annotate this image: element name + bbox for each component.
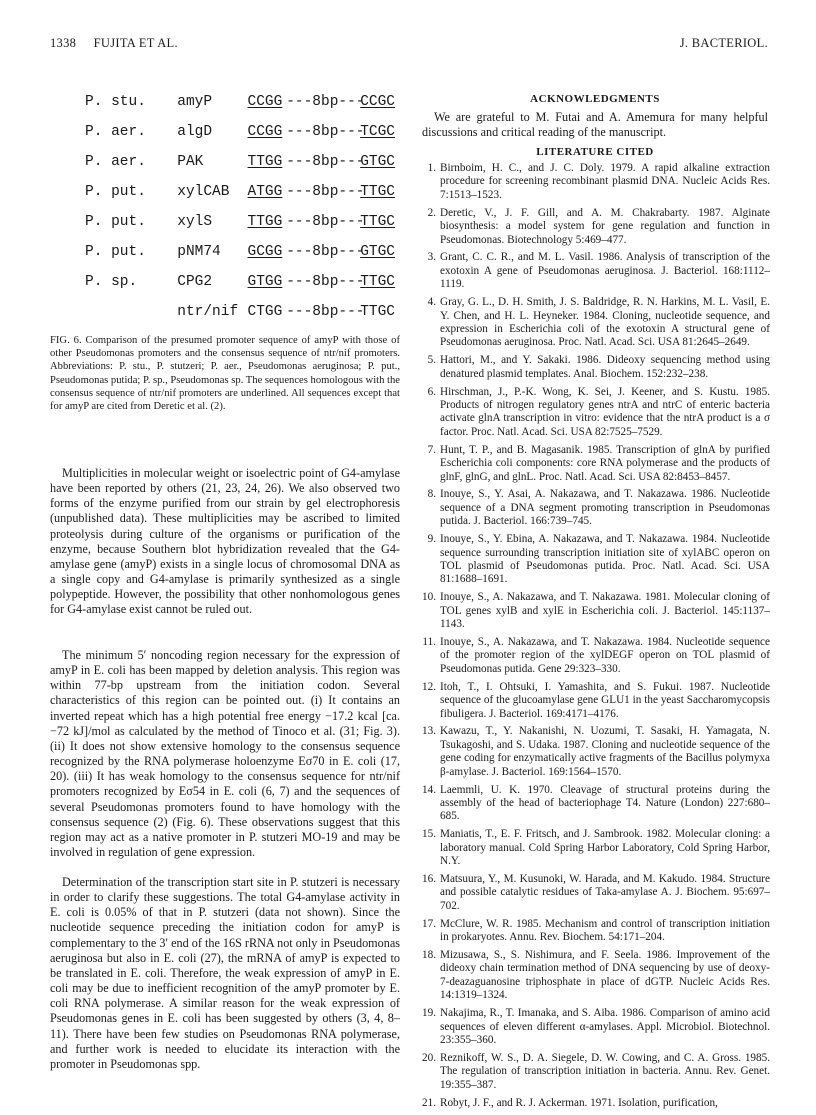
reference-number: 8.	[427, 488, 436, 501]
sequence-organism: P. put.	[85, 244, 146, 260]
body-paragraph-1: Multiplicities in molecular weight or isoelectric point of G4-amylase have been reported by others (21, 23, 24, 26). We also observed two forms of the enzyme purified from our strain by gel electrophoresis (unpublished data). These multiplicities may be ascribed to limited proteolysis during culture of the organisms or purification of the enzyme, because Southern blot hybridization revealed that the G4-amylase gene (amyP) exists in a single locus of chromosomal DNA as a single copy and G4-amylase is primarily synthesized as a single polypeptide. However, the possibility that other nonhomologous genes for G4-amylase exist cannot be ruled out.	[50, 466, 400, 617]
reference-item	[422, 354, 770, 381]
reference-number: 2.	[427, 206, 436, 219]
page-number: 1338	[50, 36, 77, 50]
sequence-left: CTGG	[247, 304, 283, 320]
sequence-organism: P. stu.	[85, 94, 146, 110]
sequence-right: GTGC	[360, 154, 395, 170]
reference-number: 14.	[422, 783, 436, 796]
reference-number: 3.	[427, 251, 436, 264]
sequence-promoter: PAK	[177, 154, 204, 170]
body-paragraph-2: The minimum 5′ noncoding region necessary for the expression of amyP in E. coli has been mapped by deletion analysis. This region was within 77-bp upstream from the initiation codon. Several characteristics of this region can be pointed out. (i) It contains an inverted repeat which has a high potential free energy −17.2 kcal [ca. −72 kJ]/mol as calculated by the method of Tinoco et al. (31; Fig. 3). (ii) It does not show extensive homology to the consensus sequence recognized by the RNA polymerase holoenzyme Eσ70 in E. coli (17, 20). (iii) It has weak homology to the consensus sequence for ntr/nif promoters recognized by Eσ54 in E. coli (6, 7) and the sequences of several Pseudomonas promoters found to have homology with the consensus sequence (2) (Fig. 6). These observations suggest that this region may act as a native promoter in P. stutzeri MO-19 and may be involved in regulation of gene expression.	[50, 648, 400, 860]
reference-item	[422, 1007, 770, 1047]
sequence-promoter: amyP	[177, 94, 213, 110]
reference-text: Inouye, S., A. Nakazawa, and T. Nakazawa. 1981. Molecular cloning of TOL genes xylB and xylE in Escherichia coli. J. Bacteriol. 145:1137–1143.	[440, 591, 770, 631]
sequence-left: CCGG	[247, 124, 283, 140]
sequence-left: GCGG	[247, 244, 283, 260]
reference-text: Laemmli, U. K. 1970. Cleavage of structural proteins during the assembly of the head of bacteriophage T4. Nature (London) 227:680–685.	[440, 783, 770, 823]
reference-item	[422, 591, 770, 631]
sequence-organism: P. put.	[85, 214, 146, 230]
reference-text: Itoh, T., I. Ohtsuki, I. Yamashita, and S. Fukui. 1987. Nucleotide sequence of the glucoamylase gene GLU1 in the yeast Saccharomycopsis fibuligera. J. Bacteriol. 169:4171–4176.	[440, 680, 770, 720]
sequence-row	[85, 267, 395, 297]
reference-item	[422, 1052, 770, 1092]
reference-number: 13.	[422, 725, 436, 738]
reference-text: Matsuura, Y., M. Kusunoki, W. Harada, and M. Kakudo. 1984. Structure and possible catalytic residues of Taka-amylase A. J. Biochem. 95:697–702.	[440, 873, 770, 912]
reference-text: Inouye, S., Y. Ebina, A. Nakazawa, and T. Nakazawa. 1984. Nucleotide sequence surrounding transcription initiation site of xylABC operon on TOL plasmid of Pseudomonas putida. Proc. Natl. Acad. Sci. USA 81:1688–1691.	[440, 533, 770, 586]
sequence-organism: P. aer.	[85, 124, 146, 140]
sequence-left: ATGG	[247, 184, 283, 200]
reference-number: 19.	[422, 1007, 436, 1020]
sequence-right: TTGC	[360, 184, 395, 200]
reference-item	[422, 918, 770, 945]
sequence-row	[85, 117, 395, 147]
sequence-right: TCGC	[360, 124, 395, 140]
sequence-right: TTGC	[360, 214, 395, 230]
reference-list	[422, 162, 770, 1115]
sequence-organism: P. sp.	[85, 274, 138, 290]
reference-text: Mizusawa, S., S. Nishimura, and F. Seela. 1986. Improvement of the dideoxy chain termination method of DNA sequencing by use of deoxy-7-deazaguanosine triphosphate in place of dGTP. Nucleic Acids Res. 14:1319–1324.	[440, 949, 770, 1002]
acknowledgments-text: We are grateful to M. Futai and A. Amemura for many helpful discussions and critical reading of the manuscript.	[422, 110, 768, 139]
reference-number: 16.	[422, 873, 436, 885]
reference-item	[422, 386, 770, 440]
reference-text: Maniatis, T., E. F. Fritsch, and J. Sambrook. 1982. Molecular cloning: a laboratory manual. Cold Spring Harbor Laboratory, Cold Spring Harbor, N.Y.	[440, 828, 770, 868]
reference-text: Inouye, S., Y. Asai, A. Nakazawa, and T. Nakazawa. 1986. Nucleotide sequence of a DNA segment promoting transcription in Pseudomonas putida. J. Bacteriol. 166:739–745.	[440, 488, 770, 528]
reference-number: 7.	[427, 443, 436, 456]
reference-item	[422, 251, 770, 291]
sequence-organism: P. aer.	[85, 154, 146, 170]
reference-number: 6.	[427, 385, 436, 398]
sequence-row	[85, 297, 395, 327]
sequence-left: CCGG	[247, 94, 283, 110]
sequence-row	[85, 147, 395, 177]
sequence-right: CCGC	[360, 94, 395, 110]
figure-6-caption: FIG. 6. Comparison of the presumed promoter sequence of amyP with those of other Pseudomonas promoters and the consensus sequence of ntr/nif promoters. Abbreviations: P. stu., P. stutzeri; P. aer., Pseudomonas aeruginosa; P. put., Pseudomonas putida; P. sp., Pseudomonas sp. The sequences homologous with the consensus sequence of ntr/nif promoters are underlined. All sequences except that for amyP are cited from Deretic et al. (2).	[50, 335, 400, 413]
reference-number: 21.	[422, 1096, 436, 1109]
reference-text: Gray, G. L., D. H. Smith, J. S. Baldridge, R. N. Harkins, M. L. Vasil, E. Y. Chen, and H. L. Heyneker. 1984. Cloning, nucleotide sequence, and expression in Escherichia coli of the exotoxin A structural gene of Pseudomonas aeruginosa. Proc. Natl. Acad. Sci. USA 81:2645–2649.	[440, 296, 770, 349]
sequence-right: TTGC	[360, 304, 395, 320]
reference-text: Birnboim, H. C., and J. C. Doly. 1979. A rapid alkaline extraction procedure for screening recombinant plasmid DNA. Nucleic Acids Res. 7:1513–1523.	[440, 162, 770, 201]
reference-text: Nakajima, R., T. Imanaka, and S. Aiba. 1986. Comparison of amino acid sequences of eleven different α-amylases. Appl. Microbiol. Biotechnol. 23:355–360.	[440, 1007, 770, 1046]
sequence-organism: P. put.	[85, 184, 146, 200]
reference-number: 4.	[427, 296, 436, 309]
sequence-spacer: ---8bp---	[286, 94, 365, 110]
sequence-row	[85, 87, 395, 117]
sequence-left: TTGG	[247, 154, 283, 170]
header-authors: FUJITA ET AL.	[93, 36, 178, 50]
sequence-promoter: CPG2	[177, 274, 213, 290]
reference-number: 20.	[422, 1051, 436, 1064]
figure-6-sequence-table	[85, 87, 395, 327]
reference-item	[422, 296, 770, 350]
reference-number: 12.	[422, 680, 436, 693]
sequence-spacer: ---8bp---	[286, 184, 365, 200]
reference-text: Kawazu, T., Y. Nakanishi, N. Uozumi, T. Sasaki, H. Yamagata, N. Tsukagoshi, and S. Udaka. 1987. Cloning and nucleotide sequence of the gene coding for enzymatically active fragments of the Bacillus polymyxa β-amylase. J. Bacteriol. 169:1564–1570.	[440, 725, 770, 778]
running-header-left	[50, 36, 178, 51]
reference-text: Grant, C. C. R., and M. L. Vasil. 1986. Analysis of transcription of the exotoxin A gene of Pseudomonas aeruginosa. J. Bacteriol. 168:1112–1119.	[440, 251, 770, 291]
sequence-row	[85, 207, 395, 237]
reference-number: 17.	[422, 917, 436, 930]
reference-item	[422, 1097, 770, 1110]
reference-item	[422, 828, 770, 868]
reference-number: 10.	[422, 591, 436, 604]
reference-item	[422, 207, 770, 247]
sequence-spacer: ---8bp---	[286, 124, 365, 140]
sequence-spacer: ---8bp---	[286, 244, 365, 260]
reference-item	[422, 444, 770, 484]
reference-text: Hirschman, J., P.-K. Wong, K. Sei, J. Keener, and S. Kustu. 1985. Products of nitrogen regulatory genes ntrA and ntrC of enteric bacteria activate glnA transcription in vitro: evidence that the ntrA product is a σ factor. Proc. Natl. Acad. Sci. USA 82:7525–7529.	[440, 385, 770, 438]
sequence-promoter: ntr/nif	[177, 304, 239, 320]
reference-item	[422, 681, 770, 721]
sequence-spacer: ---8bp---	[286, 154, 365, 170]
acknowledgments-heading: ACKNOWLEDGMENTS	[530, 93, 660, 105]
reference-text: Robyt, J. F., and R. J. Ackerman. 1971. Isolation, purification,	[440, 1096, 718, 1109]
sequence-right: GTGC	[360, 244, 395, 260]
sequence-row	[85, 177, 395, 207]
reference-item	[422, 949, 770, 1003]
sequence-left: GTGG	[247, 274, 283, 290]
reference-number: 11.	[422, 636, 436, 648]
reference-text: McClure, W. R. 1985. Mechanism and control of transcription initiation in prokaryotes. Annu. Rev. Biochem. 54:171–204.	[440, 917, 770, 944]
sequence-row	[85, 237, 395, 267]
reference-number: 15.	[422, 828, 436, 841]
sequence-promoter: algD	[177, 124, 213, 140]
sequence-promoter: xylS	[177, 214, 213, 230]
literature-cited-heading: LITERATURE CITED	[536, 146, 654, 158]
body-paragraph-3: Determination of the transcription start site in P. stutzeri is necessary in order to clarify these suggestions. The total G4-amylase activity in E. coli is 0.05% of that in P. stutzeri (data not shown). Since the nucleotide sequence preceding the initiation codon for amyP is complementary to the 3′ end of the 16S rRNA not only in Pseudomonas aeruginosa but also in E. coli (27), the mRNA of amyP is expected to be translated in E. coli. Therefore, the weak expression of amyP in E. coli may be due to inefficient recognition of the amyP promoter by E. coli RNA polymerase. A similar reason for the weak expression of Pseudomonas genes in E. coli has been suggested by others (3, 4, 8–11). There have been few studies on Pseudomonas RNA polymerase, and further work is needed to elucidate its interaction with the promoter in Pseudomonas spp.	[50, 875, 400, 1071]
sequence-right: TTGC	[360, 274, 395, 290]
reference-item	[422, 784, 770, 824]
reference-item	[422, 636, 770, 676]
sequence-left: TTGG	[247, 214, 283, 230]
reference-text: Reznikoff, W. S., D. A. Siegele, D. W. Cowing, and C. A. Gross. 1985. The regulation of transcription initiation in bacteria. Annu. Rev. Genet. 19:355–387.	[440, 1051, 770, 1091]
reference-text: Deretic, V., J. F. Gill, and A. M. Chakrabarty. 1987. Alginate biosynthesis: a model system for gene regulation and function in Pseudomonas. Biotechnology 5:469–477.	[440, 206, 770, 246]
sequence-promoter: xylCAB	[177, 184, 230, 200]
reference-number: 9.	[427, 533, 436, 546]
reference-number: 18.	[422, 949, 436, 962]
reference-item	[422, 162, 770, 202]
reference-item	[422, 533, 770, 587]
reference-item	[422, 488, 770, 528]
reference-item	[422, 873, 770, 913]
sequence-spacer: ---8bp---	[286, 214, 365, 230]
reference-item	[422, 725, 770, 779]
reference-number: 5.	[427, 354, 436, 367]
sequence-promoter: pNM74	[177, 244, 221, 260]
sequence-spacer: ---8bp---	[286, 304, 365, 320]
reference-text: Hattori, M., and Y. Sakaki. 1986. Dideoxy sequencing method using denatured plasmid templates. Anal. Biochem. 152:232–238.	[440, 354, 770, 380]
reference-text: Hunt, T. P., and B. Magasanik. 1985. Transcription of glnA by purified Escherichia coli components: core RNA polymerase and the products of glnF, glnG, and glnL. Proc. Natl. Acad. Sci. USA 82:8453–8457.	[440, 443, 770, 483]
sequence-spacer: ---8bp---	[286, 274, 365, 290]
header-journal: J. BACTERIOL.	[679, 36, 768, 50]
reference-text: Inouye, S., A. Nakazawa, and T. Nakazawa. 1984. Nucleotide sequence of the promoter region of the xylDEGF operon on TOL plasmid of Pseudomonas putida. Gene 29:323–330.	[440, 636, 770, 675]
reference-number: 1.	[427, 162, 436, 174]
